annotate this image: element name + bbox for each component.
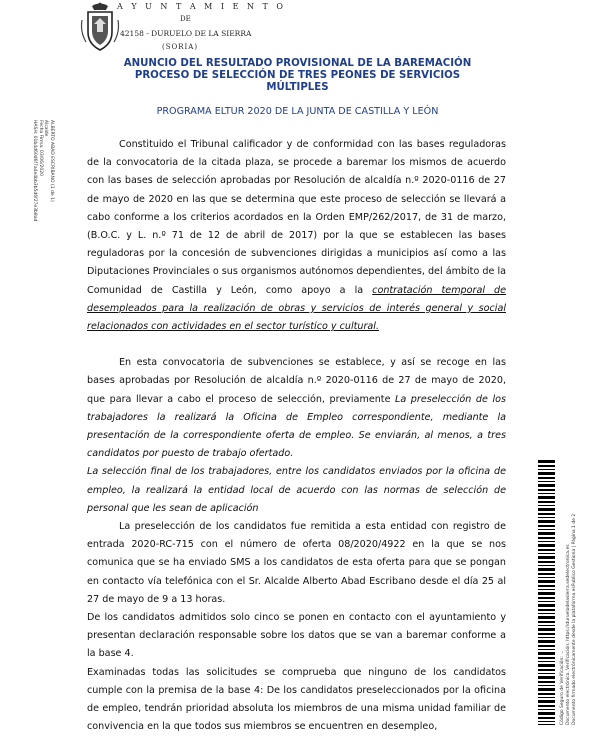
paragraph-1-underlined: contratación temporal de desempleados para la realización de obras y servicios de interés general y social relacionados con actividades en el sector turístico y cultural. xyxy=(87,284,507,333)
paragraph-3 xyxy=(87,463,506,518)
paragraph-6: Examinadas todas las solicitudes se comprueba que ninguno de los candidatos cumple con la premisa de la base 4: De los candidatos preseleccionados por la oficina de empleo, tendrán prioridad absoluta los miembros de una misma unidad familiar de convivencia en la que todos sus miembros se encuentren en desempleo, xyxy=(87,666,506,733)
side-note-line-3: Documento firmado electrónicamente desde la plataforma esPublico Gestiona | Página 1 de 2 xyxy=(572,513,577,725)
paragraph-1 xyxy=(87,136,506,336)
stamp-line-3: Fecha Firma: 03/06/2020 xyxy=(37,120,43,176)
paragraph-3-italic: La selección final de los trabajadores, entre los candidatos enviados por la oficina de empleo, la realizará la entidad local de acuerdo con las normas de selección de personal que les sean de aplicación xyxy=(87,466,506,514)
org-address: 42158 - DURUELO DE LA SIERRA xyxy=(120,29,252,38)
side-note-line-1: Código Seguro de Verificación: ... xyxy=(560,650,565,725)
title-line-3: MÚLTIPLES xyxy=(266,82,329,93)
verification-note xyxy=(560,460,590,725)
paragraph-5: De los candidatos admitidos solo cinco se ponen en contacto con el ayuntamiento y presentan declaración responsable sobre los datos que se van a baremar conforme a la base 4. xyxy=(87,612,506,660)
stamp-line-1: ALBERTO ABAD ESCRIBANO (1 de 1) xyxy=(49,120,54,202)
org-de: DE xyxy=(180,15,191,23)
org-name: A Y U N T A M I E N T O xyxy=(117,2,286,11)
paragraph-4: La preselección de los candidatos fue remitida a esta entidad con registro de entrada 2020-RC-715 con el número de oferta 08/2020/4922 en la que se nos comunica que se ha enviado SMS a los candidatos de esta oferta para que se pongan en contacto vía telefónica con el Sr. Alcalde Alberto Abad Escribano desde el día 25 al 27 de mayo de 9 a 13 horas. xyxy=(87,521,506,605)
paragraph-1-text: Constituido el Tribunal calificador y de conformidad con las bases reguladoras de la convocatoria de la citada plaza, se procede a baremar los mismos de acuerdo con las bases de selección aprobadas por Resolución de alcaldía n.º 2020-0116 de 27 de mayo de 2020 en las que se determina que este proceso de selección se llevará a cabo conforme a los criterios acordados en la Orden EMP/262/2017, de 31 de marzo, (B.O.C. y L. n.º 71 de 12 de abril de 2017) por la que se establecen las bases reguladoras por la concesión de subvenciones dirigidas a municipios así como a las Diputaciones Provinciales o sus organismos autónomos dependientes, del ámbito de la Comunidad de Castilla y León, como apoyo a la xyxy=(87,139,506,296)
title-line-1: ANUNCIO DEL RESULTADO PROVISIONAL DE LA BAREMACIÓN xyxy=(123,58,472,69)
verification-barcode xyxy=(538,460,555,725)
side-note-line-2: Documento electrónico. Verificación: https://duruelodelasierra.sedelectronica.es xyxy=(566,544,571,725)
stamp-line-4: HASH: 01b4d60d6f7a4e4bb3b5d6f27e3b8ad xyxy=(32,120,38,222)
document-title xyxy=(90,58,505,94)
title-line-2: PROCESO DE SELECCIÓN DE TRES PEONES DE SERVICIOS xyxy=(134,70,461,81)
stamp-line-2: Alcalde xyxy=(43,120,49,137)
coat-of-arms-logo xyxy=(80,2,120,52)
paragraph-2-text: En esta convocatoria de subvenciones se establece, y así se recoge en las bases aprobadas por Resolución de alcaldía n.º 2020-0116 de 27 de mayo de 2020, que para llevar a cabo el proceso de selección, previamente xyxy=(87,357,506,405)
document-subtitle: PROGRAMA ELTUR 2020 DE LA JUNTA DE CASTILLA Y LEÓN xyxy=(156,106,439,117)
signature-stamp xyxy=(14,120,54,310)
paragraph-2-italic: La preselección de los trabajadores la realizará la Oficina de Empleo correspondiente, mediante la presentación de la correspondiente oferta de empleo. Se enviarán, al menos, a tres candidatos por puesto de trabajo ofertado. xyxy=(87,393,507,460)
paragraph-2 xyxy=(87,354,506,463)
org-province: (SORIA) xyxy=(162,43,199,51)
document-body xyxy=(87,136,506,737)
